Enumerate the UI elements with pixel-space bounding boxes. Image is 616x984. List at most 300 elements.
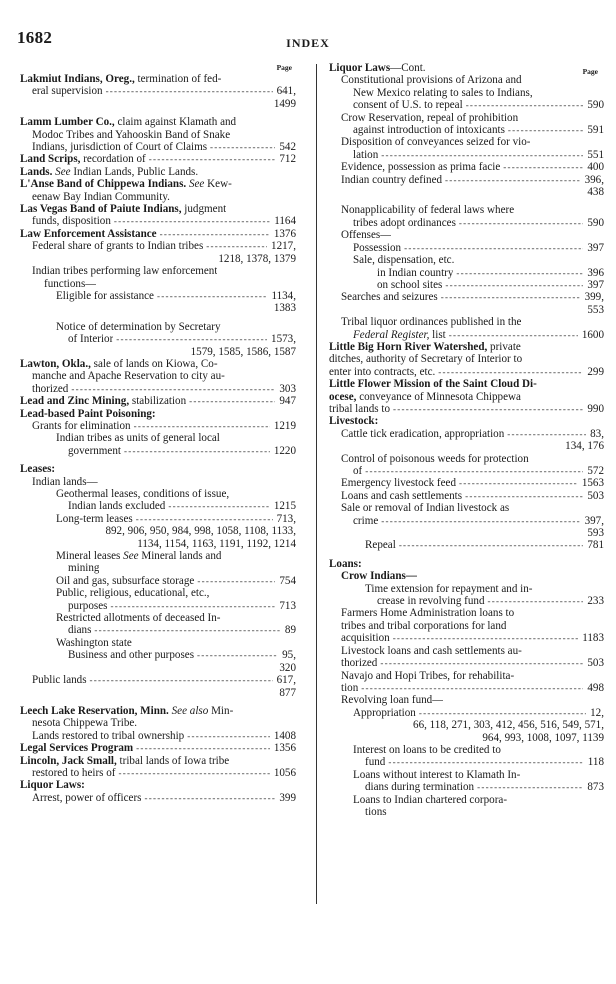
entry-fragment: Restricted allotments of deceased In- (56, 612, 221, 625)
page-reference: 877 (279, 686, 296, 699)
entry-text (329, 558, 362, 570)
page-reference: 1376 (273, 227, 296, 240)
page-number: 1682 (17, 28, 53, 47)
entry-text (56, 575, 194, 587)
entry-text (341, 490, 462, 502)
page-reference: 542 (279, 141, 296, 154)
index-line (329, 453, 604, 465)
page-reference: 397, (584, 514, 604, 527)
entry-text (68, 649, 194, 661)
index-line (329, 341, 604, 353)
page-column-label: Page (276, 63, 292, 72)
entry-fragment: purposes (68, 599, 108, 612)
entry-text (20, 228, 157, 240)
entry-heading: L'Anse Band of Chippewa Indians. (20, 178, 187, 191)
index-line (20, 717, 296, 729)
index-line (20, 116, 296, 128)
page-reference: 118 (587, 756, 604, 769)
page-reference: 503 (587, 657, 604, 670)
page-reference: 1356 (273, 742, 296, 755)
entry-fragment: mining (68, 562, 100, 575)
entry-fragment: Cattle tick eradication, appropriation (341, 427, 505, 440)
dot-leader (131, 420, 270, 432)
index-line (20, 85, 296, 97)
entry-heading: Las Vegas Band of Paiute Indians, (20, 203, 182, 216)
page-reference: 12, (590, 706, 604, 719)
entry-fragment: Sale, dispensation, etc. (353, 254, 455, 267)
entry-fragment: Indian lands excluded (68, 500, 166, 513)
index-line (329, 186, 604, 198)
index-line (329, 391, 604, 403)
entry-heading: Leases: (20, 463, 56, 476)
dot-leader (157, 228, 270, 240)
entry-text (32, 767, 116, 779)
index-line (20, 488, 296, 500)
entry-text (20, 408, 156, 420)
entry-text (353, 465, 362, 477)
index-line (329, 756, 604, 768)
dot-leader (113, 333, 267, 345)
index-line (20, 637, 296, 649)
entry-fragment: Repeal (365, 539, 396, 552)
entry-fragment: funds, disposition (32, 215, 111, 228)
page-reference: 233 (587, 595, 604, 608)
index-line (20, 513, 296, 525)
index-line (329, 719, 604, 731)
index-line (329, 229, 604, 241)
entry-text (32, 240, 203, 252)
entry-heading: Lands. (20, 165, 53, 178)
entry-text (20, 705, 233, 717)
entry-text (341, 316, 521, 328)
entry-fragment: Grants for elimination (32, 419, 131, 432)
entry-text (20, 463, 55, 475)
entry-text (44, 278, 96, 290)
entry-fragment: acquisition (341, 632, 390, 645)
entry-text (20, 742, 133, 754)
entry-text (20, 153, 146, 165)
index-line (20, 624, 296, 636)
index-line (20, 649, 296, 661)
dot-leader (207, 141, 275, 153)
entry-fragment: Arrest, power of officers (32, 791, 142, 804)
page-reference: 1600 (581, 328, 604, 341)
index-line (20, 203, 296, 215)
index-line (329, 769, 604, 781)
page-reference: 553 (587, 303, 604, 316)
entry-text (329, 415, 378, 427)
index-line (329, 781, 604, 793)
entry-text (353, 99, 463, 111)
dot-leader (362, 465, 583, 477)
index-line (329, 242, 604, 254)
entry-text (329, 366, 435, 378)
entry-fragment: Crow Reservation, repeal of prohibition (341, 111, 519, 124)
entry-heading: Livestock: (329, 415, 379, 428)
dot-leader (442, 279, 583, 291)
entry-fragment: Control of poisonous weeds for protection (341, 452, 529, 465)
index-line (20, 445, 296, 457)
dot-leader (194, 649, 278, 661)
entry-fragment: nesota Chippewa Tribe. (32, 717, 138, 730)
entry-heading: Lincoln, Jack Small, (20, 754, 117, 767)
index-line (329, 570, 604, 582)
dot-leader (462, 490, 583, 502)
index-line (20, 178, 296, 190)
entry-text (68, 600, 107, 612)
index-line (20, 370, 296, 382)
index-line (20, 755, 296, 767)
index-line (329, 149, 604, 161)
entry-text (341, 607, 514, 619)
entry-fragment: dians (68, 624, 92, 637)
entry-fragment: against introduction of intoxicants (353, 124, 505, 137)
entry-fragment: Business and other purposes (68, 649, 195, 662)
index-line (329, 465, 604, 477)
entry-heading: ocese, (329, 390, 357, 403)
page-reference: 712 (279, 153, 296, 166)
index-line (20, 228, 296, 240)
index-line (329, 490, 604, 502)
entry-text (56, 513, 133, 525)
page-reference: 1579, 1585, 1586, 1587 (190, 345, 296, 358)
index-line (20, 321, 296, 333)
entry-fragment: tion (341, 681, 359, 694)
index-line (329, 620, 604, 632)
dot-leader (446, 329, 578, 341)
index-line (20, 420, 296, 432)
entry-text (341, 161, 500, 173)
entry-text (353, 87, 533, 99)
page-reference: 1134, (271, 289, 296, 302)
entry-fragment: judgment (181, 203, 227, 216)
entry-text (365, 539, 396, 551)
index-line (20, 550, 296, 562)
entry-fragment: Federal share of grants to Indian tribes (32, 240, 204, 253)
entry-fragment: Federal Register, (353, 328, 430, 341)
entry-text (341, 229, 391, 241)
index-line (329, 291, 604, 303)
dot-leader (390, 632, 579, 644)
entry-text (20, 779, 85, 791)
entry-fragment: Disposition of conveyances seized for vio- (341, 136, 531, 149)
page-reference: 400 (587, 161, 604, 174)
entry-text (341, 477, 456, 489)
index-line (329, 403, 604, 415)
index-line (20, 674, 296, 686)
page-reference: 399, (584, 291, 604, 304)
entry-fragment: Lands restored to tribal ownership (32, 729, 185, 742)
dot-leader (442, 174, 581, 186)
dot-leader (474, 781, 583, 793)
entry-fragment: manche and Apache Reservation to city au- (32, 370, 225, 383)
page-reference: 590 (587, 99, 604, 112)
page-reference: 1164 (274, 215, 296, 228)
index-line (329, 607, 604, 619)
entry-fragment: Indian country defined (341, 173, 443, 186)
entry-fragment: tribes and tribal corporations for land (341, 619, 507, 632)
page-reference: 591 (587, 124, 604, 137)
index-line (329, 732, 604, 744)
entry-text (341, 112, 518, 124)
index-line (20, 730, 296, 742)
page-reference: 947 (279, 395, 296, 408)
index-line (20, 476, 296, 488)
entry-fragment: in Indian country (377, 266, 454, 279)
entry-text (329, 353, 522, 365)
entry-fragment: Washington state (56, 636, 132, 649)
index-line (329, 329, 604, 341)
entry-fragment: Loans to Indian chartered corpora- (353, 793, 508, 806)
dot-leader (121, 445, 270, 457)
dot-leader (194, 575, 275, 587)
entry-text (341, 453, 529, 465)
entry-fragment: functions— (44, 277, 97, 290)
entry-fragment: Loans without interest to Klamath In- (353, 768, 521, 781)
index-line (20, 432, 296, 444)
dot-leader (146, 153, 276, 165)
entry-text (20, 755, 229, 767)
entry-fragment: tribal lands of Iowa tribe (116, 754, 230, 767)
index-line (329, 254, 604, 266)
entry-fragment: Oil and gas, subsurface storage (56, 574, 195, 587)
index-line (329, 694, 604, 706)
index-line (329, 682, 604, 694)
index-line (329, 428, 604, 440)
dot-leader (438, 291, 581, 303)
entry-text (329, 62, 426, 74)
index-line (20, 779, 296, 791)
index-line (20, 129, 296, 141)
entry-text (353, 242, 401, 254)
entry-text (20, 395, 186, 407)
entry-fragment: Indian tribes performing law enforcement (32, 265, 218, 278)
page-reference: 551 (587, 148, 604, 161)
page-reference: 498 (587, 681, 604, 694)
entry-text (32, 85, 103, 97)
entry-heading: Leech Lake Reservation, Minn. (20, 704, 169, 717)
dot-leader (456, 217, 583, 229)
index-line (20, 265, 296, 277)
entry-text (377, 267, 453, 279)
entry-fragment: enter into contracts, etc. (329, 365, 436, 378)
entry-text (32, 383, 68, 395)
dot-leader (154, 290, 267, 302)
entry-heading: Crow Indians— (341, 570, 417, 583)
entry-text (68, 445, 121, 457)
dot-leader (385, 756, 583, 768)
page-reference: 396, (584, 173, 604, 186)
entry-text (329, 403, 390, 415)
page-reference: 781 (587, 539, 604, 552)
entry-fragment: Constitutional provisions of Arizona and (341, 74, 522, 87)
entry-text (56, 488, 229, 500)
index-line (329, 527, 604, 539)
entry-text (353, 744, 501, 756)
entry-fragment: Min- (208, 704, 234, 717)
dot-leader (141, 792, 275, 804)
page-reference: 1563 (581, 477, 604, 490)
index-line (20, 612, 296, 624)
entry-fragment: Tribal liquor ordinances published in the (341, 316, 522, 329)
entry-text (68, 333, 113, 345)
entry-fragment: tribal lands to (329, 402, 391, 415)
entry-text (68, 562, 99, 574)
index-line (20, 141, 296, 153)
index-line (329, 558, 604, 570)
entry-fragment: eral supervision (32, 85, 103, 98)
index-line (329, 806, 604, 818)
index-line (20, 278, 296, 290)
page-reference: 590 (587, 216, 604, 229)
index-line (20, 395, 296, 407)
dot-leader (435, 366, 583, 378)
entry-text (341, 620, 506, 632)
index-line (329, 304, 604, 316)
dot-leader (378, 515, 580, 527)
page-reference: 713 (279, 599, 296, 612)
page-reference: 873 (587, 781, 604, 794)
entry-heading: Legal Services Program (20, 742, 134, 755)
index-line (20, 215, 296, 227)
page-reference: 399 (279, 791, 296, 804)
index-line (20, 383, 296, 395)
index-line (329, 670, 604, 682)
page-reference: 617, (276, 674, 296, 687)
entry-heading: Lead-based Paint Poisoning: (20, 407, 156, 420)
entry-fragment: government (68, 444, 121, 457)
entry-fragment: Revolving loan fund— (341, 694, 444, 707)
page-reference: 397 (587, 241, 604, 254)
index-entries (329, 62, 604, 818)
index-line (20, 302, 296, 314)
entry-fragment: crime (353, 514, 379, 527)
entry-text (341, 204, 514, 216)
entry-text (365, 806, 387, 818)
entry-text (20, 178, 232, 190)
entry-text (20, 116, 236, 128)
entry-text (341, 74, 522, 86)
index-line (329, 124, 604, 136)
entry-text (353, 515, 378, 527)
entry-text (377, 595, 485, 607)
entry-fragment: of (353, 465, 363, 477)
entry-text (56, 432, 220, 444)
entry-text (365, 756, 385, 768)
index-column-right (329, 62, 604, 818)
index-line (329, 595, 604, 607)
entry-fragment: ditches, authority of Secretary of Interior to (329, 353, 523, 366)
index-line (20, 358, 296, 370)
index-line (20, 290, 296, 302)
index-line (20, 525, 296, 537)
index-line (20, 240, 296, 252)
index-line (329, 204, 604, 216)
index-line (329, 62, 604, 74)
page-reference: 1408 (273, 729, 296, 742)
index-line (20, 742, 296, 754)
index-line (20, 333, 296, 345)
entry-heading: Liquor Laws (329, 62, 391, 74)
page-reference: 83, (590, 427, 604, 440)
entry-text (32, 265, 217, 277)
entry-fragment: Searches and seizures (341, 291, 438, 304)
index-line (329, 539, 604, 551)
entry-text (20, 203, 226, 215)
dot-leader (377, 657, 583, 669)
entry-fragment: Sale or removal of Indian livestock as (341, 502, 510, 515)
entry-fragment: Farmers Home Administration loans to (341, 607, 515, 620)
dot-leader (203, 240, 267, 252)
index-line (20, 538, 296, 550)
dot-leader (396, 539, 584, 551)
entry-fragment: Possession (353, 241, 402, 254)
page-reference: 1220 (273, 444, 296, 457)
page-reference: 892, 906, 950, 984, 998, 1058, 1108, 1133, (105, 525, 296, 538)
index-line (20, 253, 296, 265)
entry-text (32, 674, 87, 686)
page-reference: 754 (279, 574, 296, 587)
entry-text (341, 570, 417, 582)
entry-heading: Little Big Horn River Watershed, (329, 340, 488, 353)
entry-text (32, 420, 131, 432)
index-line (20, 166, 296, 178)
index-line (20, 153, 296, 165)
entry-fragment: stabilization (129, 395, 187, 408)
index-line (329, 502, 604, 514)
entry-text (32, 730, 184, 742)
entry-text (56, 612, 221, 624)
entry-text (32, 191, 170, 203)
entry-fragment: sale of lands on Kiowa, Co- (90, 357, 218, 370)
entry-text (32, 141, 207, 153)
dot-leader (504, 428, 586, 440)
entry-text (353, 769, 520, 781)
dot-leader (87, 674, 273, 686)
dot-leader (107, 600, 275, 612)
entry-text (56, 587, 209, 599)
index-line (329, 316, 604, 328)
dot-leader (416, 707, 586, 719)
entry-fragment: Indian tribes as units of general local (56, 432, 220, 445)
entry-text (68, 500, 165, 512)
page-reference: 1217, (271, 240, 296, 253)
index-line (20, 705, 296, 717)
entry-fragment: tions (365, 805, 387, 818)
page-reference: 503 (587, 489, 604, 502)
index-entries (20, 73, 296, 804)
dot-leader (111, 215, 270, 227)
page-reference: 1219 (273, 419, 296, 432)
entry-fragment: consent of U.S. to repeal (353, 99, 463, 112)
dot-leader (186, 395, 275, 407)
entry-fragment: Navajo and Hopi Tribes, for rehabilita- (341, 669, 515, 682)
entry-fragment: on school sites (377, 278, 443, 291)
dot-leader (103, 85, 273, 97)
page-reference: 990 (587, 402, 604, 415)
page-column-label: Page (582, 67, 598, 76)
index-line (20, 587, 296, 599)
entry-fragment: Notice of determination by Secretary (56, 320, 221, 333)
index-line (329, 583, 604, 595)
entry-fragment: Indians, jurisdiction of Court of Claims (32, 141, 208, 154)
entry-text (341, 645, 522, 657)
dot-leader (505, 124, 583, 136)
entry-fragment: Appropriation (353, 706, 416, 719)
index-line (329, 744, 604, 756)
index-line (20, 562, 296, 574)
dot-leader (485, 595, 584, 607)
